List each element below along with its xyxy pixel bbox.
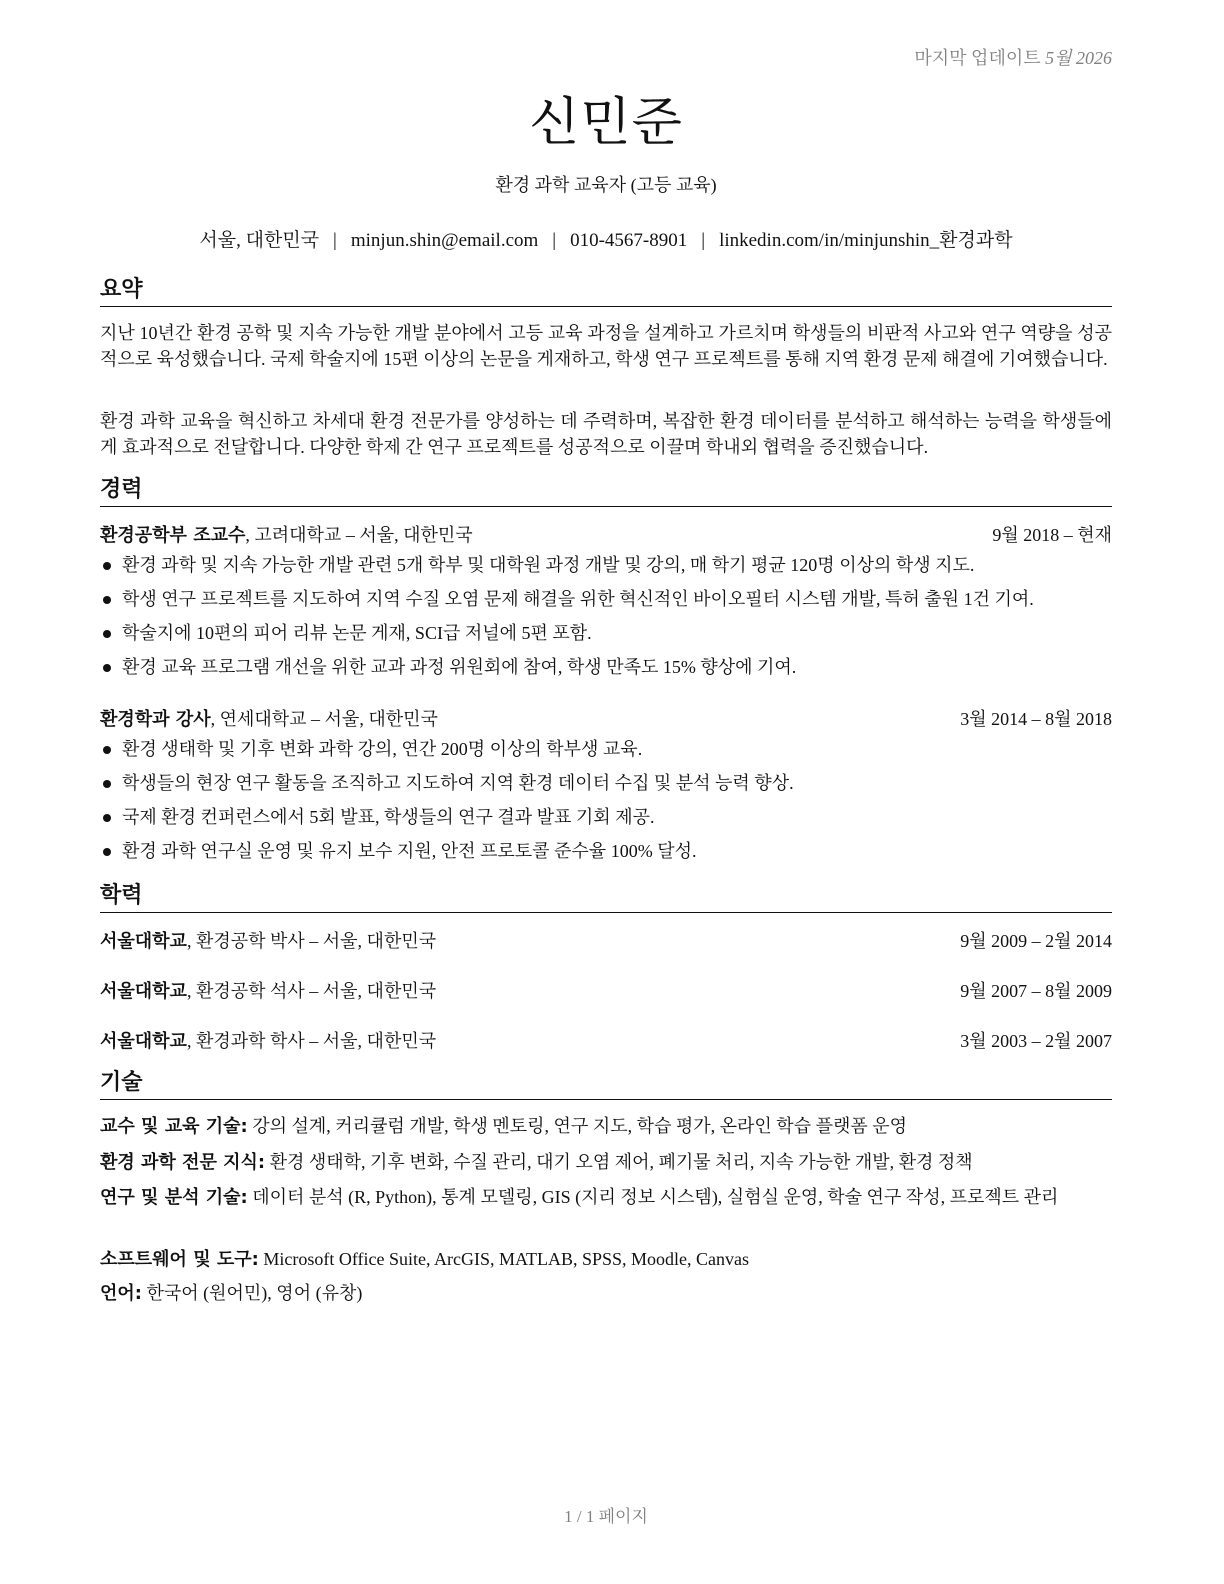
section-heading-education: 학력 <box>100 882 1112 913</box>
resume-page <box>100 0 1112 1584</box>
bullet-item: 환경 교육 프로그램 개선을 위한 교과 과정 위원회에 참여, 학생 만족도 15% 향상에 기여. <box>100 655 1112 689</box>
bullet-dot <box>103 562 111 570</box>
skill-label: 연구 및 분석 기술: <box>100 1187 248 1208</box>
education-item <box>100 979 1112 1004</box>
job-title: 환경공학부 조교수 <box>100 525 246 546</box>
skill-label: 소프트웨어 및 도구: <box>100 1249 259 1270</box>
bullet-item: 환경 생태학 및 기후 변화 과학 강의, 연간 200명 이상의 학부생 교육. <box>100 737 1112 771</box>
education-item <box>100 1029 1112 1054</box>
skill-value: 환경 생태학, 기후 변화, 수질 관리, 대기 오염 제어, 폐기물 처리, 지속 가능한 개발, 환경 정책 <box>265 1152 973 1172</box>
section-heading-experience: 경력 <box>100 476 1112 507</box>
skill-row <box>100 1113 1112 1140</box>
education-detail: , 환경공학 박사 – 서울, 대한민국 <box>186 931 437 951</box>
candidate-subtitle: 환경 과학 교육자 (고등 교육) <box>495 175 717 195</box>
skill-value: 강의 설계, 커리큘럼 개발, 학생 멘토링, 연구 지도, 학습 평가, 온라인 학습 플랫폼 운영 <box>247 1116 908 1136</box>
education-detail: , 환경공학 석사 – 서울, 대한민국 <box>186 981 437 1001</box>
bullet-item: 학생들의 현장 연구 활동을 조직하고 지도하여 지역 환경 데이터 수집 및 분석 능력 향상. <box>100 771 1112 805</box>
contact-separator: | <box>552 230 557 251</box>
education-detail: , 환경과학 학사 – 서울, 대한민국 <box>186 1031 437 1051</box>
job-dates: 3월 2014 – 8월 2018 <box>960 709 1112 729</box>
bullet-item: 환경 과학 연구실 운영 및 유지 보수 지원, 안전 프로토콜 준수율 100% 달성. <box>100 839 1112 873</box>
job-org: , 연세대학교 – 서울, 대한민국 <box>210 709 438 729</box>
candidate-name: 신민준 <box>529 93 683 153</box>
page-number: 1 / 1 페이지 <box>564 1507 648 1526</box>
section-heading-skills: 기술 <box>100 1069 1112 1100</box>
skill-row <box>100 1280 1112 1307</box>
bullet-item: 국제 환경 컨퍼런스에서 5회 발표, 학생들의 연구 결과 발표 기회 제공. <box>100 805 1112 839</box>
contact-separator: | <box>701 230 706 251</box>
job-header <box>100 523 1112 548</box>
skill-label: 언어: <box>100 1283 142 1304</box>
contact-linkedin[interactable]: linkedin.com/in/minjunshin_환경과학 <box>719 230 1013 251</box>
bullet-dot <box>103 630 111 638</box>
job-bullets <box>100 553 1112 689</box>
bullet-dot <box>103 814 111 822</box>
skill-value: 한국어 (원어민), 영어 (유창) <box>141 1283 363 1303</box>
bullet-item: 학술지에 10편의 피어 리뷰 논문 게재, SCI급 저널에 5편 포함. <box>100 621 1112 655</box>
skill-row <box>100 1246 1112 1273</box>
summary-paragraph: 지난 10년간 환경 공학 및 지속 가능한 개발 분야에서 고등 교육 과정을 설계하고 가르치며 학생들의 비판적 사고와 연구 역량을 성공적으로 육성했습니다. 국제 학술지에 15편 이상의 논문을 게재하고, 학생 연구 프로젝트를 통해 지역 환경 문제 해결에 기여했습니다. <box>100 323 1112 369</box>
job-title: 환경학과 강사 <box>100 709 211 730</box>
bullet-dot <box>103 664 111 672</box>
contact-phone: 010-4567-8901 <box>570 230 688 251</box>
updated-date: 5월 2026 <box>1045 48 1112 68</box>
education-dates: 3월 2003 – 2월 2007 <box>960 1031 1112 1051</box>
bullet-dot <box>103 746 111 754</box>
education-school: 서울대학교 <box>100 931 187 952</box>
education-school: 서울대학교 <box>100 981 187 1002</box>
bullet-item: 환경 과학 및 지속 가능한 개발 관련 5개 학부 및 대학원 과정 개발 및 강의, 매 학기 평균 120명 이상의 학생 지도. <box>100 553 1112 587</box>
education-item <box>100 929 1112 954</box>
education-dates: 9월 2009 – 2월 2014 <box>960 931 1112 951</box>
bullet-dot <box>103 596 111 604</box>
skill-row <box>100 1184 1112 1211</box>
skill-value: Microsoft Office Suite, ArcGIS, MATLAB, SPSS, Moodle, Canvas <box>258 1249 750 1269</box>
contact-email[interactable]: minjun.shin@email.com <box>350 230 539 251</box>
skill-row <box>100 1149 1112 1176</box>
last-updated <box>914 44 1112 70</box>
contact-separator: | <box>333 230 337 251</box>
job-dates: 9월 2018 – 현재 <box>992 525 1112 545</box>
bullet-item: 학생 연구 프로젝트를 지도하여 지역 수질 오염 문제 해결을 위한 혁신적인 바이오필터 시스템 개발, 특허 출원 1건 기여. <box>100 587 1112 621</box>
section-heading-summary: 요약 <box>100 276 1112 307</box>
education-school: 서울대학교 <box>100 1031 187 1052</box>
updated-prefix: 마지막 업데이트 <box>914 48 1041 68</box>
bullet-dot <box>103 780 111 788</box>
bullet-dot <box>103 848 111 856</box>
skill-label: 교수 및 교육 기술: <box>100 1116 248 1137</box>
contact-location: 서울, 대한민국 <box>199 230 320 251</box>
job-header <box>100 707 1112 732</box>
job-org: , 고려대학교 – 서울, 대한민국 <box>245 525 473 545</box>
summary-paragraph: 환경 과학 교육을 혁신하고 차세대 환경 전문가를 양성하는 데 주력하며, 복잡한 환경 데이터를 분석하고 해석하는 능력을 학생들에게 효과적으로 전달합니다. 다양한 학제 간 연구 프로젝트를 성공적으로 이끌며 학내외 협력을 증진했습니다. <box>100 411 1112 457</box>
education-dates: 9월 2007 – 8월 2009 <box>960 981 1112 1001</box>
contact-line <box>100 225 1112 252</box>
skill-label: 환경 과학 전문 지식: <box>100 1152 266 1173</box>
skill-value: 데이터 분석 (R, Python), 통계 모델링, GIS (지리 정보 시스템), 실험실 운영, 학술 연구 작성, 프로젝트 관리 <box>247 1187 1059 1207</box>
job-bullets <box>100 737 1112 873</box>
